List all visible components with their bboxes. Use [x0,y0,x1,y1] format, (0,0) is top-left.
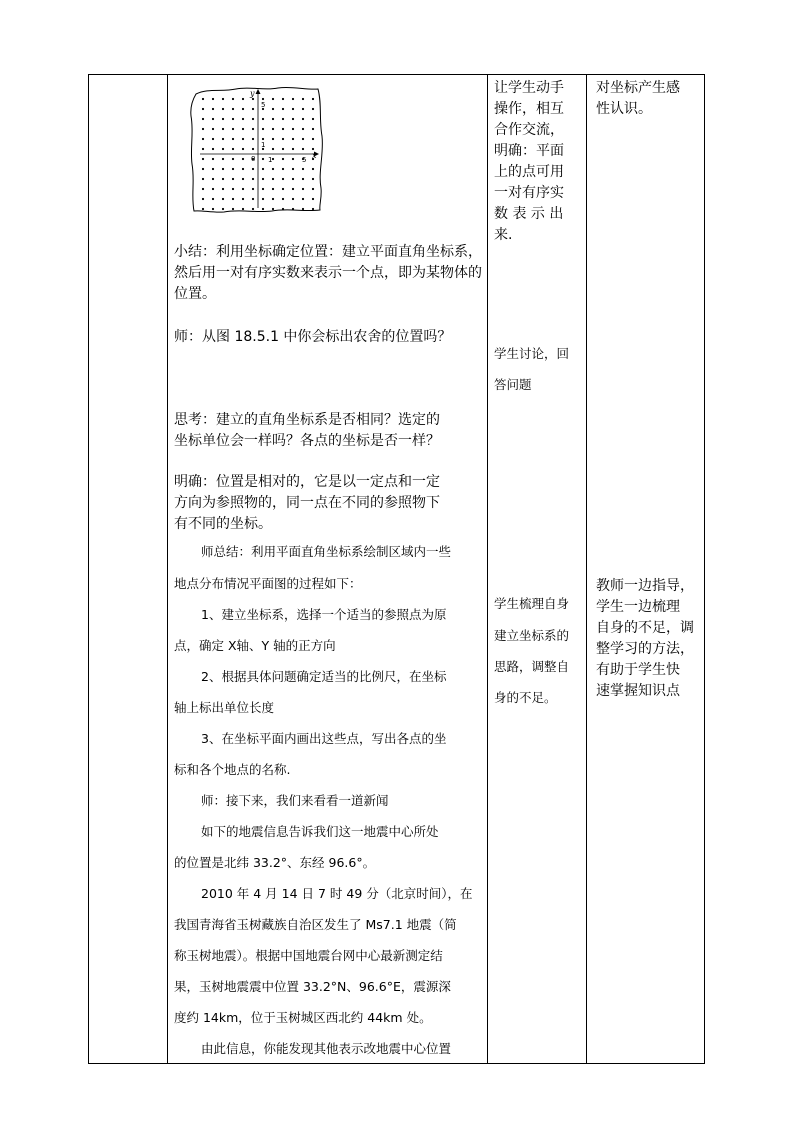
grid-dot [282,188,284,190]
grid-dot [252,188,254,190]
grid-dot [252,198,254,200]
grid-dot [232,108,234,110]
steps-line-10: 如下的地震信息告诉我们这一地震中心所处 [201,824,439,839]
steps-line-6: 轴上标出单位长度 [174,700,275,715]
grid-dot [292,108,294,110]
grid-dot [272,188,274,190]
grid-dot [292,178,294,180]
grid-dot [232,168,234,170]
student-discuss-line-2: 答问题 [494,377,532,392]
clarify-line-3: 有不同的坐标。 [174,516,272,532]
grid-dot [262,188,264,190]
grid-dot [222,128,224,130]
grid-dot [212,178,214,180]
grid-dot [262,178,264,180]
grid-dot [302,198,304,200]
grid-dot [242,208,244,210]
grid-dot [232,128,234,130]
summary-line-1: 小结：利用坐标确定位置：建立平面直角坐标系， [174,244,482,260]
table-right-border [704,74,705,1064]
grid-dot [212,168,214,170]
grid-dot [292,148,294,150]
clarify-line-1: 明确：位置是相对的，它是以一定点和一定 [174,474,440,490]
axis-label-x: x [312,151,317,160]
grid-dot [202,188,204,190]
steps-line-11: 的位置是北纬 33.2°、东经 96.6°。 [174,855,376,870]
grid-dot [282,158,284,160]
student-sort-line-2: 建立坐标系的 [494,628,570,643]
grid-dot [242,148,244,150]
grid-dot [202,118,204,120]
grid-dot [262,138,264,140]
grid-dot [282,108,284,110]
tick-label-y1: 1 [261,141,266,149]
steps-line-3: 1、建立坐标系，选择一个适当的参照点为原 [201,607,447,622]
grid-dot [252,208,254,210]
grid-dot [272,198,274,200]
summary-line-2: 然后用一对有序实数来表示一个点，即为某物体的 [174,265,482,281]
grid-dot [312,198,314,200]
purpose-mid-line-2: 学生一边梳理 [596,599,680,615]
grid-dot [302,178,304,180]
grid-dot [312,178,314,180]
grid-dot [302,148,304,150]
grid-dot [312,188,314,190]
grid-dot [212,128,214,130]
grid-dot [292,188,294,190]
grid-dot [212,118,214,120]
column-divider-3 [586,74,587,1064]
grid-dot [302,168,304,170]
grid-dot [272,178,274,180]
grid-dot [312,98,314,100]
grid-dot [262,98,264,100]
steps-line-7: 3、在坐标平面内画出这些点，写出各点的坐 [201,731,447,746]
grid-dot [292,138,294,140]
grid-dot [272,118,274,120]
grid-dot [252,168,254,170]
tick-label-x1: 1 [268,156,273,164]
grid-dot [202,198,204,200]
grid-dot [242,98,244,100]
grid-dot [262,208,264,210]
y-axis-arrow [256,89,261,94]
grid-dot [232,158,234,160]
grid-dot [302,138,304,140]
grid-dot [272,138,274,140]
grid-dot [252,118,254,120]
column-divider-2 [487,74,488,1064]
steps-line-16: 度约 14km，位于玉树城区西北约 44km 处。 [174,1010,432,1025]
grid-dot [242,118,244,120]
grid-dot [252,108,254,110]
grid-dot [222,138,224,140]
purpose-mid-line-1: 教师一边指导， [596,578,694,594]
grid-dot [222,118,224,120]
grid-dot [262,158,264,160]
student-sort-line-3: 思路，调整自 [494,659,570,674]
grid-dot [232,198,234,200]
grid-dot [292,118,294,120]
student-top-line-4: 明确：平面 [494,143,564,159]
grid-dot [242,158,244,160]
grid-dot [222,188,224,190]
grid-dot [272,98,274,100]
grid-dot [302,98,304,100]
grid-dot [212,158,214,160]
grid-dot [222,208,224,210]
steps-line-8: 标和各个地点的名称. [174,762,291,777]
grid-dot [232,188,234,190]
grid-dot [242,168,244,170]
grid-dot [202,108,204,110]
grid-dot [312,148,314,150]
coordinate-grid-figure [188,84,324,214]
tick-label-y5: 5 [261,101,266,109]
steps-line-9: 师：接下来，我们来看看一道新闻 [201,793,389,808]
grid-dot [222,108,224,110]
grid-dot [282,208,284,210]
grid-dot [202,208,204,210]
grid-dot [202,178,204,180]
grid-dot [212,148,214,150]
grid-dot [242,108,244,110]
grid-dot [212,208,214,210]
grid-dot [282,198,284,200]
axis-label-y: y [250,89,255,98]
grid-dot [272,168,274,170]
grid-dot [212,108,214,110]
grid-dot [242,138,244,140]
grid-dot [292,168,294,170]
grid-dot [282,138,284,140]
grid-dot [212,198,214,200]
student-top-line-7: 数 表 示 出 [494,206,564,222]
grid-dot [272,108,274,110]
table-top-border [88,74,705,75]
grid-dot [292,208,294,210]
grid-dot [302,208,304,210]
grid-dot [222,98,224,100]
grid-dot [212,98,214,100]
grid-dot [232,98,234,100]
grid-dot [232,178,234,180]
grid-dot [222,178,224,180]
grid-dot [282,178,284,180]
student-sort-line-4: 身的不足。 [494,690,557,705]
grid-dot [222,158,224,160]
grid-dot [202,158,204,160]
grid-dot [312,128,314,130]
clarify-line-2: 方向为参照物的，同一点在不同的参照物下 [174,495,440,511]
grid-dot [232,208,234,210]
purpose-mid-line-4: 整学习的方法， [596,641,694,657]
grid-dot [312,118,314,120]
grid-dot [272,148,274,150]
steps-line-12: 2010 年 4 月 14 日 7 时 49 分（北京时间），在 [201,886,473,901]
origin-label: 0 [251,155,256,163]
steps-line-2: 地点分布情况平面图的过程如下： [174,576,362,591]
table-bottom-border [88,1063,705,1064]
grid-dot [262,118,264,120]
grid-dot [252,98,254,100]
steps-line-17: 由此信息，你能发现其他表示改地震中心位置 [201,1041,452,1056]
purpose-mid-line-6: 速掌握知识点 [596,683,680,699]
grid-dot [282,98,284,100]
grid-dot [212,138,214,140]
steps-line-13: 我国青海省玉树藏族自治区发生了 Ms7.1 地震（简 [174,917,457,932]
grid-dot [202,98,204,100]
grid-dot [242,178,244,180]
grid-dot [312,138,314,140]
purpose-top-line-1: 对坐标产生感 [596,80,680,96]
steps-line-4: 点，确定 X轴、Y 轴的正方向 [174,638,336,653]
grid-dot [242,198,244,200]
grid-dot [292,198,294,200]
grid-dot [302,118,304,120]
grid-dot [242,188,244,190]
tick-label-x5: 5 [302,156,307,164]
grid-dot [232,148,234,150]
grid-dot [282,148,284,150]
student-top-line-1: 让学生动手 [494,80,564,96]
steps-line-5: 2、根据具体问题确定适当的比例尺，在坐标 [201,669,447,684]
grid-dot [252,178,254,180]
grid-dot [312,108,314,110]
student-top-line-6: 一对有序实 [494,185,564,201]
grid-dot [222,198,224,200]
grid-dot [232,138,234,140]
grid-dot [262,128,264,130]
grid-dot [222,168,224,170]
grid-dot [252,128,254,130]
purpose-mid-line-3: 自身的不足，调 [596,620,694,636]
student-sort-line-1: 学生梳理自身 [494,596,570,611]
table-left-border [88,74,89,1064]
grid-dot [202,138,204,140]
student-top-line-2: 操作，相互 [494,101,564,117]
grid-dot [272,128,274,130]
grid-dot [262,168,264,170]
student-discuss-line-1: 学生讨论，回 [494,346,570,361]
student-top-line-3: 合作交流， [494,122,564,138]
summary-line-3: 位置。 [174,286,216,302]
column-divider-1 [167,74,168,1064]
grid-dot [232,118,234,120]
grid-dot [292,128,294,130]
think-line-2: 坐标单位会一样吗？各点的坐标是否一样？ [174,433,440,449]
grid-dot [252,138,254,140]
think-line-1: 思考：建立的直角坐标系是否相同？选定的 [174,412,440,428]
grid-dot [272,208,274,210]
purpose-mid-line-5: 有助于学生快 [596,662,680,678]
grid-dot [302,188,304,190]
grid-dot [312,208,314,210]
grid-dot [312,168,314,170]
steps-line-15: 果，玉树地震震中位置 33.2°N、96.6°E，震源深 [174,979,451,994]
grid-dot [252,148,254,150]
purpose-top-line-2: 性认识。 [596,101,652,117]
steps-line-1: 师总结：利用平面直角坐标系绘制区域内一些 [201,544,452,559]
grid-dot [202,168,204,170]
teacher-question: 师：从图 18.5.1 中你会标出农舍的位置吗？ [174,329,452,345]
grid-dot [202,128,204,130]
grid-dot [222,148,224,150]
grid-dot [292,158,294,160]
grid-dot [262,198,264,200]
grid-dot [242,128,244,130]
grid-dot [212,188,214,190]
student-top-line-8: 来. [494,227,513,243]
grid-dot [292,98,294,100]
student-top-line-5: 上的点可用 [494,164,564,180]
steps-line-14: 称玉树地震）。根据中国地震台网中心最新测定结 [174,948,443,963]
grid-dot [302,128,304,130]
grid-dot [282,168,284,170]
grid-dot [202,148,204,150]
grid-dot [282,118,284,120]
grid-dot [302,108,304,110]
grid-dot [282,128,284,130]
